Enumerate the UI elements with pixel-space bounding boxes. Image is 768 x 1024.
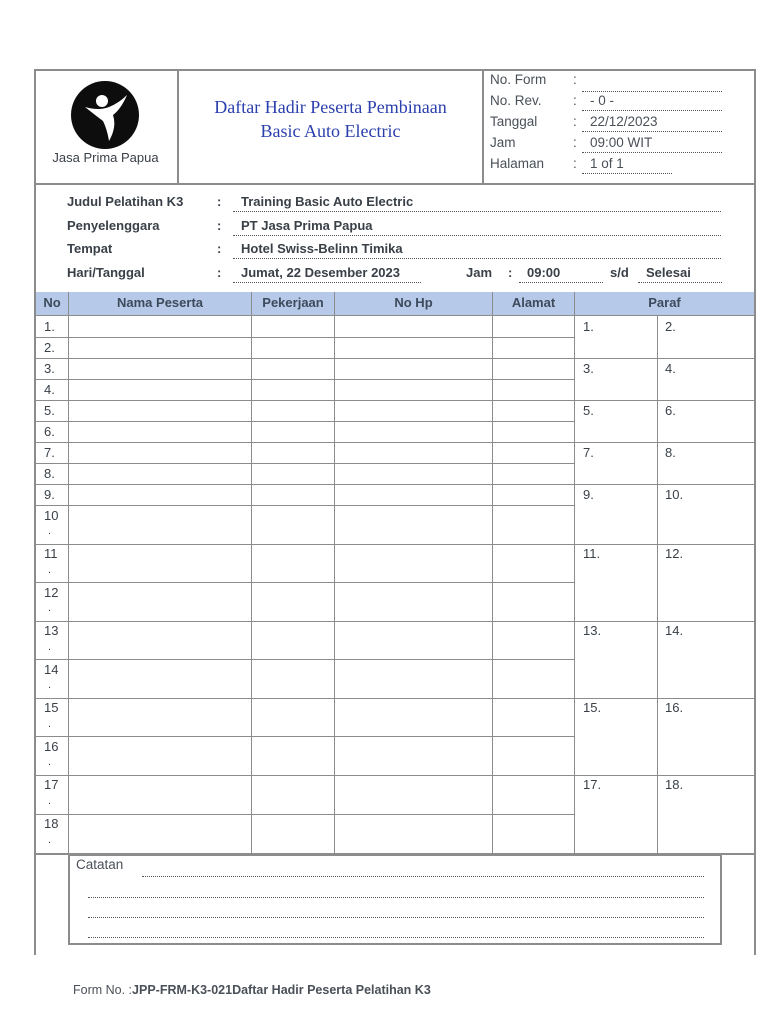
row-number: 7. [44, 445, 55, 460]
row-divider [36, 463, 575, 464]
meta-value-tanggal: 22/12/2023 [582, 114, 722, 132]
meta-label-jam: Jam [490, 135, 516, 150]
row-divider [36, 379, 575, 380]
meta-label-no-form: No. Form [490, 72, 547, 87]
meta-value-halaman: 1 of 1 [582, 156, 672, 174]
notes-line [88, 916, 704, 918]
row-number-dot: . [48, 834, 52, 846]
row-number: 16 [44, 739, 59, 754]
meta-colon: : [573, 135, 577, 150]
row-number-dot: . [48, 602, 52, 614]
row-number: 15 [44, 700, 59, 715]
info-value-judul: Training Basic Auto Electric [233, 194, 721, 212]
footer-code: JPP-FRM-K3-021 [132, 983, 233, 997]
paraf-number: 15. [583, 700, 602, 715]
info-value-hari-tanggal: Jumat, 22 Desember 2023 [233, 265, 421, 283]
row-divider [36, 621, 756, 622]
form-footer [73, 983, 431, 997]
row-divider [36, 442, 756, 443]
meta-colon: : [573, 114, 577, 129]
footer-title: Daftar Hadir Peserta Pelatihan K3 [232, 983, 431, 997]
info-label-hari-tanggal: Hari/Tanggal [67, 265, 145, 280]
row-divider [36, 544, 756, 545]
paraf-number: 11. [583, 546, 601, 561]
row-number: 10 [44, 508, 59, 523]
info-colon: : [217, 241, 222, 256]
running-figure-icon [69, 81, 141, 149]
row-number-dot: . [48, 641, 52, 653]
row-number: 8. [44, 466, 55, 481]
row-number: 3. [44, 361, 55, 376]
info-value-penyelenggara: PT Jasa Prima Papua [233, 218, 721, 236]
meta-value-jam: 09:00 WIT [582, 135, 722, 153]
info-label-penyelenggara: Penyelenggara [67, 218, 160, 233]
col-header-nohp: No Hp [335, 292, 493, 316]
info-label-tempat: Tempat [67, 241, 113, 256]
title-box [179, 69, 484, 184]
row-divider [36, 421, 575, 422]
jam-value: 09:00 [519, 265, 603, 283]
row-number: 5. [44, 403, 55, 418]
paraf-number: 9. [583, 487, 594, 502]
info-colon: : [217, 265, 222, 280]
paraf-number: 7. [583, 445, 594, 460]
row-number-dot: . [48, 718, 52, 730]
meta-colon: : [573, 156, 577, 171]
paraf-number: 3. [583, 361, 594, 376]
notes-line [88, 896, 704, 898]
row-number-dot: . [48, 756, 52, 768]
frame-right-extension [754, 855, 756, 955]
row-divider [36, 775, 756, 776]
form-title-line1: Daftar Hadir Peserta Pembinaan [214, 97, 447, 117]
paraf-number: 14. [665, 623, 684, 638]
form-title-line2: Basic Auto Electric [260, 121, 401, 141]
row-number: 17 [44, 777, 59, 792]
paraf-number: 5. [583, 403, 594, 418]
company-name: Jasa Prima Papua [52, 150, 159, 165]
row-number: 14 [44, 662, 59, 677]
row-divider [36, 659, 575, 660]
row-number: 11 [44, 546, 58, 561]
info-colon: : [508, 265, 513, 280]
meta-label-no-rev: No. Rev. [490, 93, 542, 108]
frame-left-extension [34, 855, 36, 955]
notes-line [142, 875, 704, 877]
meta-colon: : [573, 93, 577, 108]
paraf-number: 10. [665, 487, 684, 502]
paraf-number: 13. [583, 623, 602, 638]
row-divider [36, 698, 756, 699]
row-number: 13 [44, 623, 59, 638]
row-divider [36, 582, 575, 583]
notes-line [88, 936, 704, 938]
sd-value: Selesai [638, 265, 722, 283]
paraf-number: 2. [665, 319, 676, 334]
row-divider [36, 505, 575, 506]
col-header-alamat: Alamat [493, 292, 575, 316]
row-number-dot: . [48, 795, 52, 807]
paraf-number: 12. [665, 546, 684, 561]
meta-colon: : [573, 72, 577, 87]
row-number-dot: . [48, 564, 52, 576]
row-number-dot: . [48, 679, 52, 691]
row-number: 1. [44, 319, 55, 334]
info-value-tempat: Hotel Swiss-Belinn Timika [233, 241, 721, 259]
sd-label: s/d [610, 265, 629, 280]
logo-box [34, 69, 179, 184]
col-header-nama: Nama Peserta [69, 292, 252, 316]
jam-label: Jam [466, 265, 493, 280]
row-divider [36, 400, 756, 401]
row-divider [36, 484, 756, 485]
notes-box[interactable] [68, 854, 722, 945]
row-number: 6. [44, 424, 55, 439]
row-number-dot: . [48, 525, 52, 537]
row-number: 2. [44, 340, 55, 355]
row-number: 12 [44, 585, 59, 600]
col-header-no: No [36, 292, 69, 316]
paraf-number: 17. [583, 777, 602, 792]
header-divider [34, 183, 756, 185]
row-number: 4. [44, 382, 55, 397]
row-number: 18 [44, 816, 59, 831]
info-colon: : [217, 194, 222, 209]
row-divider [36, 358, 756, 359]
paraf-number: 4. [665, 361, 676, 376]
col-header-pekerjaan: Pekerjaan [252, 292, 335, 316]
row-number: 9. [44, 487, 55, 502]
footer-prefix: Form No. : [73, 983, 133, 997]
form-frame [34, 69, 756, 855]
meta-value-no-rev: - 0 - [582, 93, 722, 111]
row-divider [36, 337, 575, 338]
paraf-number: 18. [665, 777, 684, 792]
row-divider [36, 736, 575, 737]
info-colon: : [217, 218, 222, 233]
row-divider [36, 814, 575, 815]
paraf-number: 1. [583, 319, 594, 334]
col-header-paraf: Paraf [575, 292, 754, 316]
meta-label-halaman: Halaman [490, 156, 545, 171]
notes-label: Catatan [76, 857, 124, 872]
paraf-number: 6. [665, 403, 676, 418]
meta-value-no-form [582, 74, 722, 92]
paraf-number: 16. [665, 700, 684, 715]
info-label-judul: Judul Pelatihan K3 [67, 194, 184, 209]
paraf-number: 8. [665, 445, 676, 460]
meta-label-tanggal: Tanggal [490, 114, 538, 129]
